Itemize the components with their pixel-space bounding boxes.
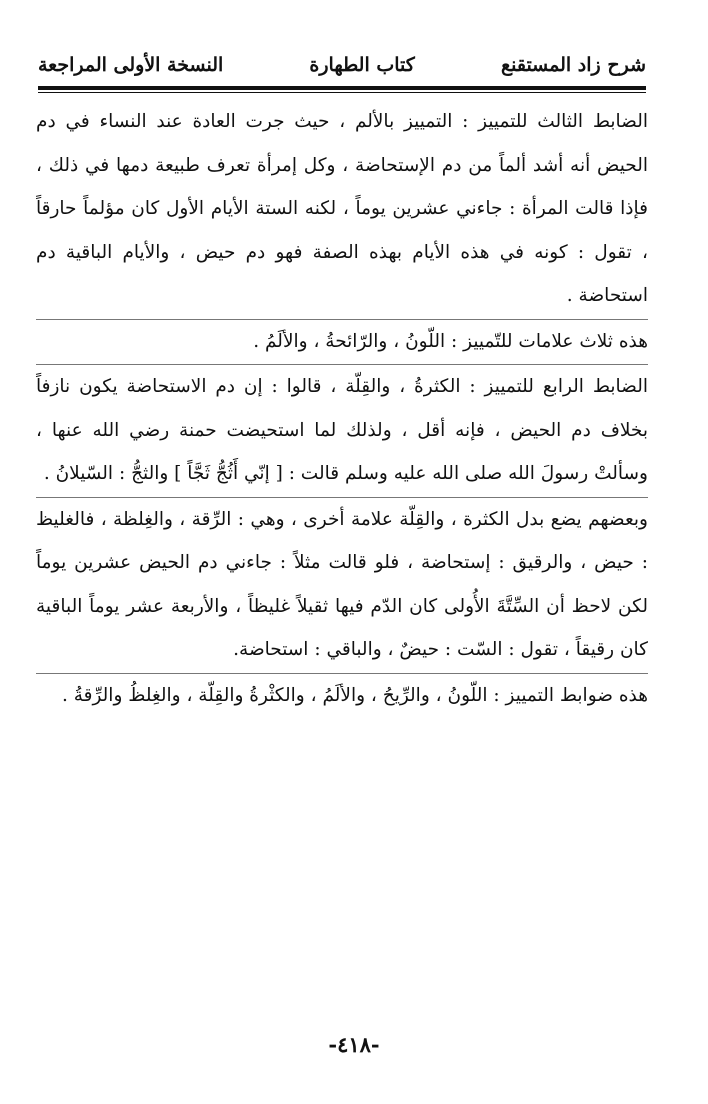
paragraph-three-signs-summary: هذه ثلاث علامات للتّمييز : اللّونُ ، والرّائحةُ ، والألَمُ . (36, 319, 648, 364)
header-chapter-title: كتاب الطهارة (309, 54, 415, 76)
header-rule-thick (38, 86, 646, 90)
page-number: -٤١٨- (328, 1032, 380, 1057)
paragraph-quantity-criterion: الضابط الرابع للتمييز : الكثرةُ ، والقِلّة ، قالوا : إن دم الاستحاضة يكون نازفاً بخلاف دم الحيض ، فإنه أقل ، ولذلك لما استحيضت حمنة رضي الله عنها ، وسألتْ رسولَ الله صلى الله عليه وسلم قالت : [ إنّي أَثُجُّ ثَجَّاً ] والثجُّ : السّيلانُ . (36, 364, 648, 496)
paragraph-criteria-summary: هذه ضوابط التمييز : اللّونُ ، والرِّيحُ ، والألَمُ ، والكثْرةُ والقِلّة ، والغِلظُ والرِّقةُ . (36, 673, 648, 718)
header-edition-note: النسخة الأولى المراجعة (38, 54, 224, 76)
running-header (38, 48, 646, 82)
header-book-title: شرح زاد المستقنع (500, 54, 646, 76)
paragraph-pain-criterion: الضابط الثالث للتمييز : التمييز بالألم ، حيث جرت العادة عند النساء في دم الحيض أنه أشد ألماً من دم الإستحاضة ، وكل إمرأة تعرف طبيعة دمها في ذلك ، فإذا قالت المرأة : جاءني عشرين يوماً ، لكنه الستة الأيام الأول كان مؤلماً حارقاً ، تقول : كونه في هذه الأيام بهذه الصفة فهو دم حيض ، والأيام الباقية دم استحاضة . (36, 111, 648, 306)
paragraph-thickness-criterion: وبعضهم يضع بدل الكثرة ، والقِلّة علامة أخرى ، وهي : الرِّقة ، والغِلظة ، فالغليظ : حيض ، والرقيق : إستحاضة ، فلو قالت مثلاً : جاءني دم الحيض عشرين يوماً لكن لاحظ أن السِّتَّةَ الأُولى كان الدّم فيها ثقيلاً غليظاً ، والأربعة عشر يوماً الباقية كان رقيقاً ، تقول : السّت : حيضٌ ، والباقي : استحاضة. (36, 497, 648, 672)
body-text (36, 100, 648, 717)
header-rule-thin (38, 92, 646, 93)
